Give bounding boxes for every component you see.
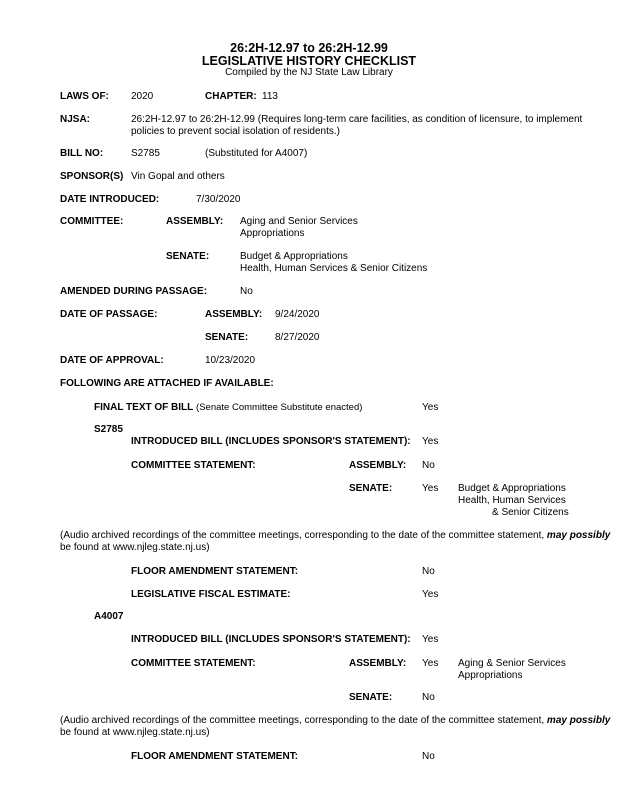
s2785-senate-committee-1: Budget & Appropriations — [458, 483, 566, 494]
document-subtitle: LEGISLATIVE HISTORY CHECKLIST — [201, 54, 417, 68]
s2785-fiscal-value: Yes — [422, 589, 439, 600]
a4007-audio-note-line-2: be found at www.njleg.state.nj.us) — [60, 727, 210, 738]
a4007-assembly-value: Yes — [422, 658, 439, 669]
bill-no-value: S2785 — [131, 148, 160, 159]
chapter-label: CHAPTER: — [205, 91, 257, 102]
njsa-label: NJSA: — [60, 114, 91, 125]
s2785-assembly-label: ASSEMBLY: — [349, 460, 407, 471]
bill-substituted-note: (Substituted for A4007) — [205, 148, 308, 159]
approval-label: DATE OF APPROVAL: — [60, 355, 164, 366]
a4007-floor-label: FLOOR AMENDMENT STATEMENT: — [131, 751, 299, 762]
document-title: 26:2H-12.97 to 26:2H-12.99 — [230, 41, 388, 55]
attached-heading: FOLLOWING ARE ATTACHED IF AVAILABLE: — [60, 378, 274, 389]
s2785-audio-note-line-1 — [60, 530, 610, 542]
a4007-introduced-label: INTRODUCED BILL (INCLUDES SPONSOR'S STATEMENT): — [131, 634, 411, 645]
njsa-line-1: 26:2H-12.97 to 26:2H-12.99 (Requires long-term care facilities, as condition of licensure, to implement — [131, 114, 583, 125]
committee-senate-label: SENATE: — [166, 251, 210, 262]
final-text-value: Yes — [422, 402, 439, 413]
s2785-senate-committee-2: Health, Human Services — [458, 495, 566, 506]
a4007-assembly-label: ASSEMBLY: — [349, 658, 407, 669]
s2785-senate-label: SENATE: — [349, 483, 393, 494]
a4007-committee-label: COMMITTEE STATEMENT: — [131, 658, 256, 669]
s2785-committee-label: COMMITTEE STATEMENT: — [131, 460, 256, 471]
a4007-senate-value: No — [422, 692, 435, 703]
s2785-introduced-label: INTRODUCED BILL (INCLUDES SPONSOR'S STATEMENT): — [131, 436, 411, 447]
passage-assembly-label: ASSEMBLY: — [205, 309, 263, 320]
njsa-line-2: policies to prevent social isolation of residents.) — [131, 126, 340, 137]
s2785-floor-label: FLOOR AMENDMENT STATEMENT: — [131, 566, 299, 577]
a4007-introduced-value: Yes — [422, 634, 439, 645]
a4007-audio-note-line-1 — [60, 715, 610, 727]
a4007-assembly-committee-1: Aging & Senior Services — [458, 658, 566, 669]
passage-senate-label: SENATE: — [205, 332, 249, 343]
passage-label: DATE OF PASSAGE: — [60, 309, 158, 320]
laws-of-label: LAWS OF: — [60, 91, 109, 102]
amended-label: AMENDED DURING PASSAGE: — [60, 286, 208, 297]
committee-senate-2: Health, Human Services & Senior Citizens — [240, 263, 428, 274]
committee-assembly-1: Aging and Senior Services — [240, 216, 358, 227]
final-text-label: FINAL TEXT OF BILL — [94, 402, 194, 413]
a4007-floor-value: No — [422, 751, 435, 762]
committee-assembly-label: ASSEMBLY: — [166, 216, 224, 227]
a4007-audio-note-emphasis: may possibly — [546, 715, 611, 726]
a4007-assembly-committee-2: Appropriations — [458, 670, 523, 681]
compiled-by: Compiled by the NJ State Law Library — [225, 67, 393, 78]
bill-no-label: BILL NO: — [60, 148, 104, 159]
s2785-introduced-value: Yes — [422, 436, 439, 447]
s2785-senate-value: Yes — [422, 483, 439, 494]
date-introduced-label: DATE INTRODUCED: — [60, 194, 160, 205]
committee-assembly-2: Appropriations — [240, 228, 305, 239]
a4007-audio-note-text: (Audio archived recordings of the committee meetings, corresponding to the date of the committee statement, — [60, 715, 545, 726]
a4007-heading: A4007 — [94, 611, 124, 622]
amended-value: No — [240, 286, 253, 297]
committee-label: COMMITTEE: — [60, 216, 124, 227]
passage-assembly-value: 9/24/2020 — [275, 309, 320, 320]
approval-value: 10/23/2020 — [205, 355, 256, 366]
s2785-audio-note-line-2: be found at www.njleg.state.nj.us) — [60, 542, 210, 553]
s2785-floor-value: No — [422, 566, 435, 577]
final-text-note: (Senate Committee Substitute enacted) — [196, 402, 363, 413]
sponsors-value: Vin Gopal and others — [131, 171, 225, 182]
s2785-audio-note-text: (Audio archived recordings of the committee meetings, corresponding to the date of the committee statement, — [60, 530, 545, 541]
passage-senate-value: 8/27/2020 — [275, 332, 320, 343]
sponsors-label: SPONSOR(S) — [60, 171, 124, 182]
laws-of-value: 2020 — [131, 91, 154, 102]
chapter-value: 113 — [262, 91, 278, 102]
s2785-assembly-value: No — [422, 460, 435, 471]
date-introduced-value: 7/30/2020 — [196, 194, 241, 205]
s2785-fiscal-label: LEGISLATIVE FISCAL ESTIMATE: — [131, 589, 291, 600]
final-text-row — [94, 402, 362, 414]
a4007-senate-label: SENATE: — [349, 692, 393, 703]
s2785-senate-committee-3: & Senior Citizens — [492, 507, 569, 518]
s2785-heading: S2785 — [94, 424, 123, 435]
s2785-audio-note-emphasis: may possibly — [546, 530, 611, 541]
committee-senate-1: Budget & Appropriations — [240, 251, 348, 262]
